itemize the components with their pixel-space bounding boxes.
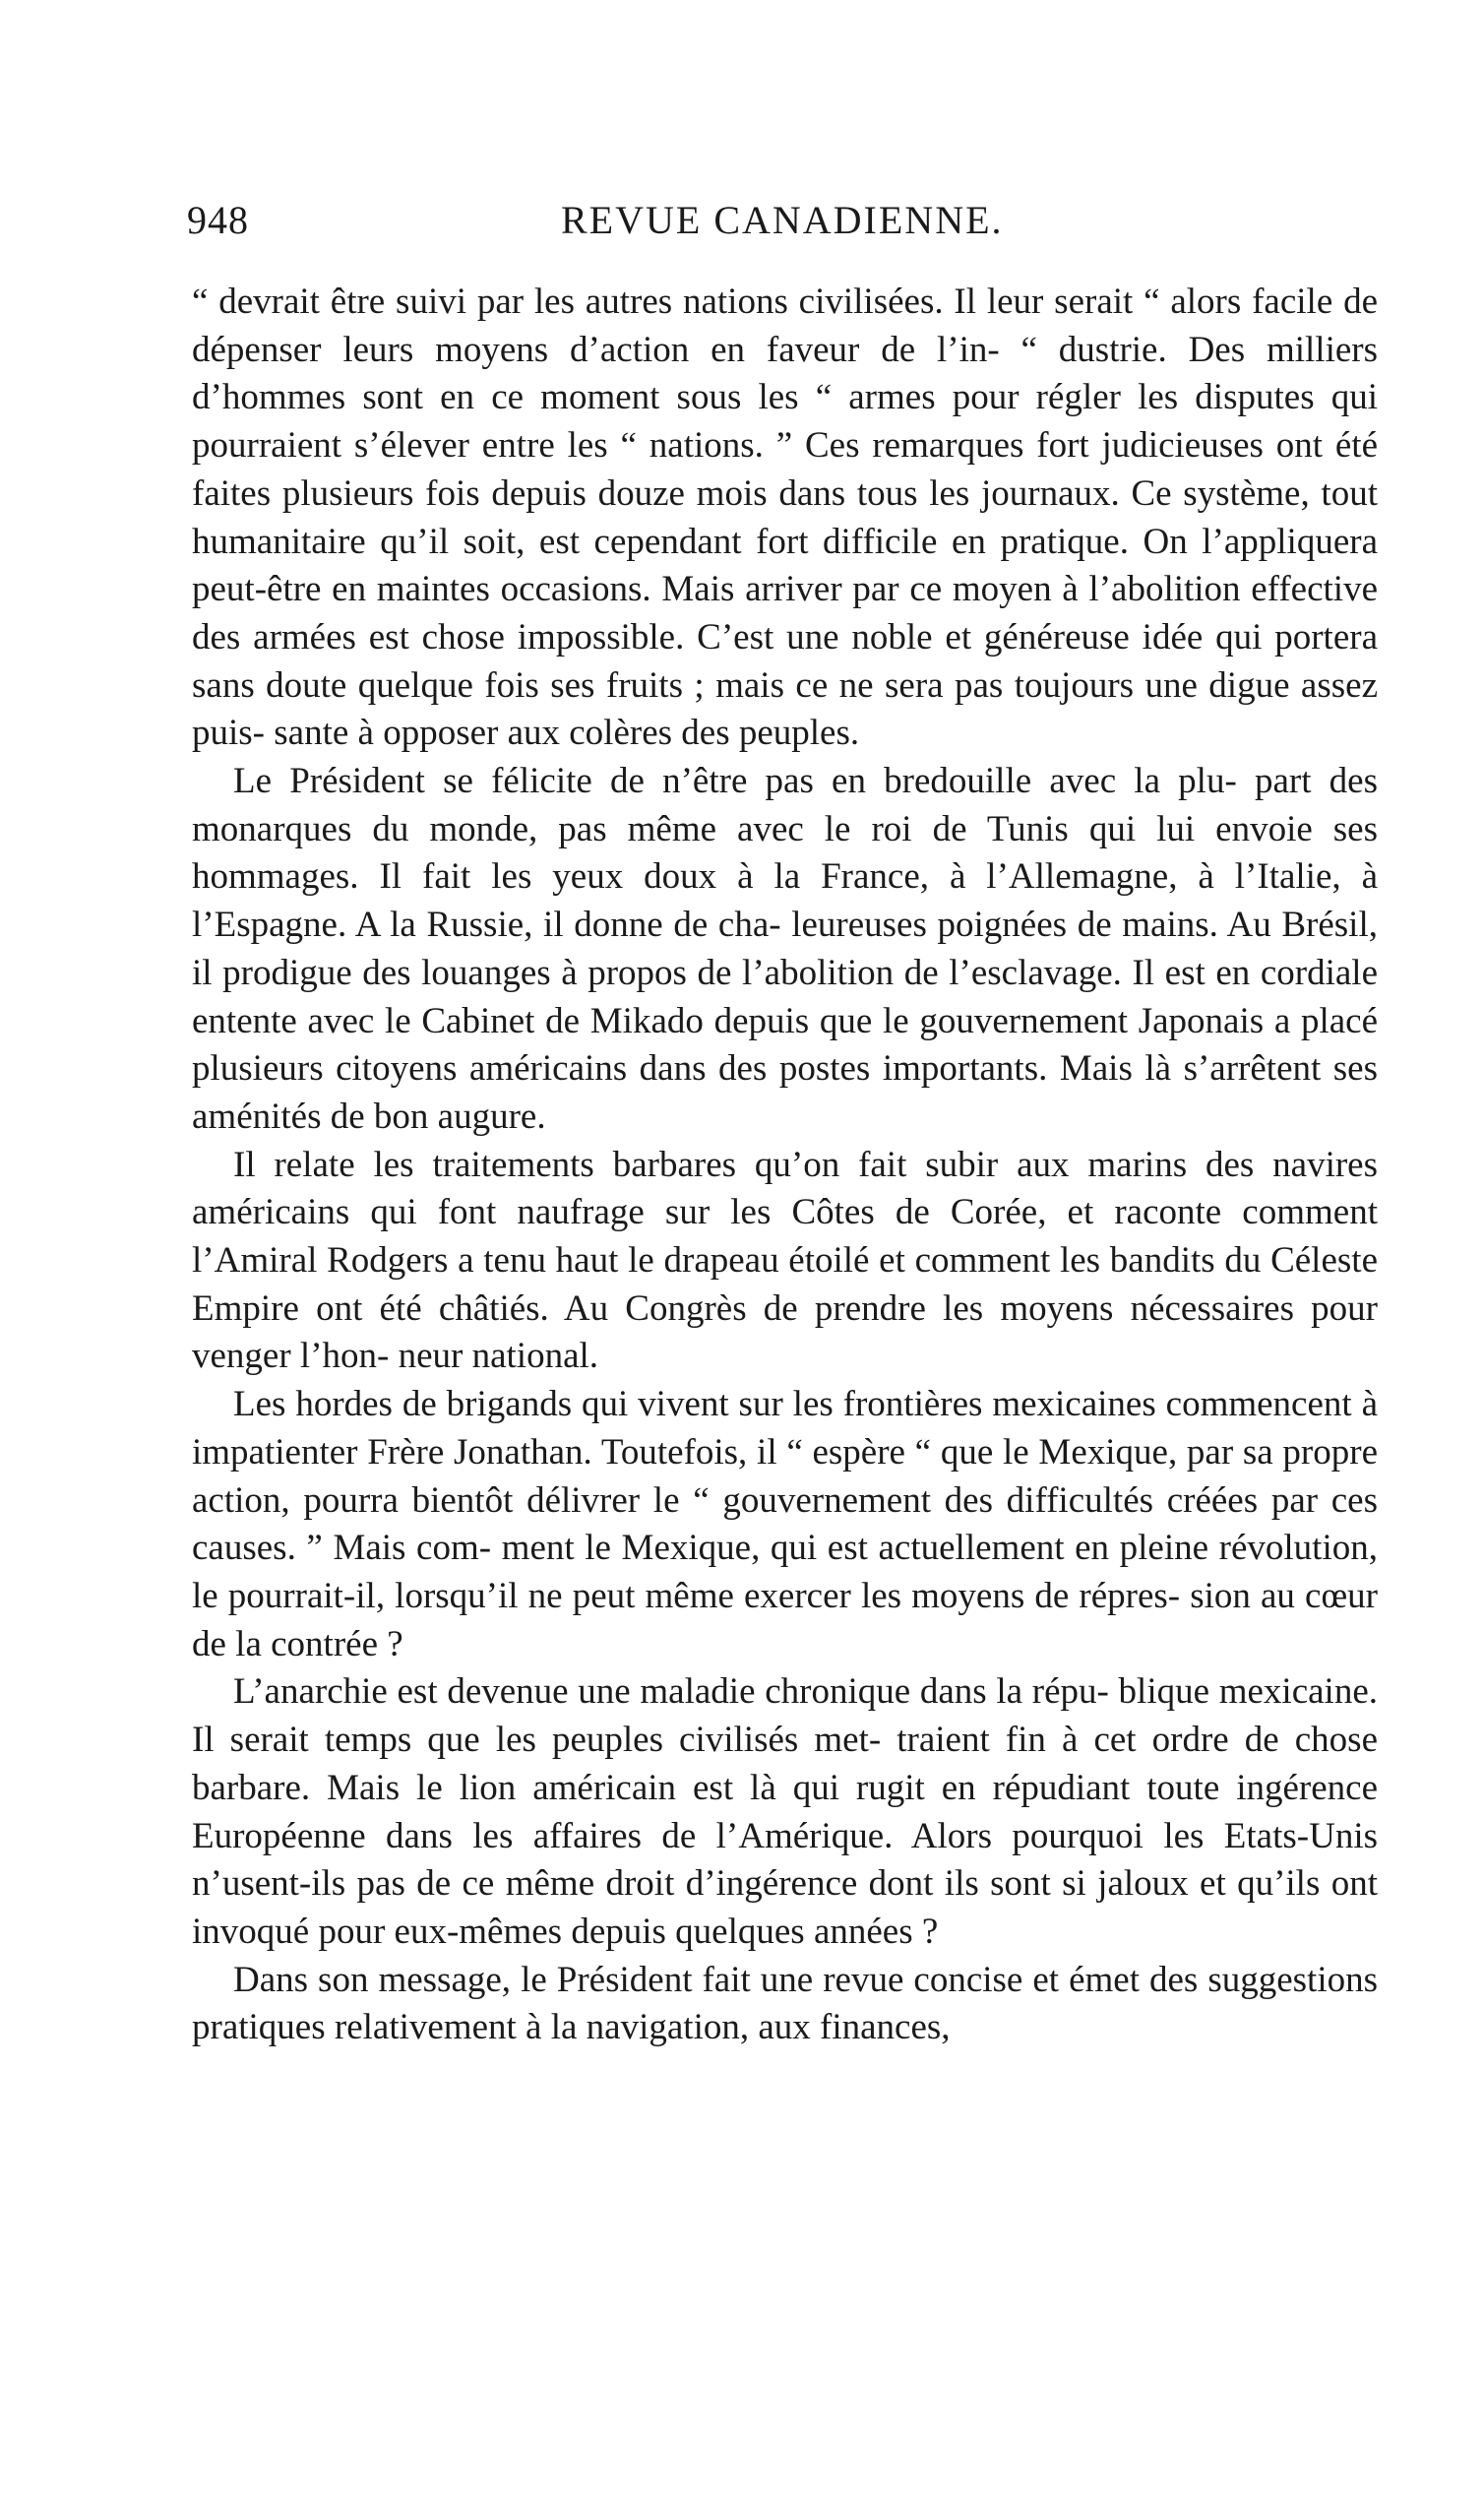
running-title: REVUE CANADIENNE.: [561, 198, 1004, 242]
paragraph: L’anarchie est devenue une maladie chronique dans la répu- blique mexicaine. Il serait temps que les peuples civilisés met- traient fin à cet ordre de chose barbare. Mais le lion américain est là qui rugit en répudiant toute ingérence Européenne dans les affaires de l’Amérique. Alors pourquoi les Etats-Unis n’usent-ils pas de ce même droit d’ingérence dont ils sont si jaloux et qu’ils ont invoqué pour eux-mêmes depuis quelques années ?: [192, 1671, 1378, 1952]
paragraph: Le Président se félicite de n’être pas en bredouille avec la plu- part des monarques du monde, pas même avec le roi de Tunis qui lui envoie ses hommages. Il fait les yeux doux à la France, à l’Allemagne, à l’Italie, à l’Espagne. A la Russie, il donne de cha- leureuses poignées de mains. Au Brésil, il prodigue des louanges à propos de l’abolition de l’esclavage. Il est en cordiale entente avec le Cabinet de Mikado depuis que le gouvernement Japonais a placé plusieurs citoyens américains dans des postes importants. Mais là s’arrêtent ses aménités de bon augure.: [192, 761, 1378, 1137]
body-text: [192, 279, 1378, 2052]
paragraph: Les hordes de brigands qui vivent sur les frontières mexicaines commencent à impatienter Frère Jonathan. Toutefois, il “ espère “ que le Mexique, par sa propre action, pourra bientôt délivrer le “ gouvernement des difficultés créées par ces causes. ” Mais com- ment le Mexique, qui est actuellement en pleine révolution, le pourrait-il, lorsqu’il ne peut même exercer les moyens de répres- sion au cœur de la contrée ?: [192, 1384, 1378, 1664]
page-header: [187, 197, 1378, 256]
paragraph: Dans son message, le Président fait une revue concise et émet des suggestions pratiques relativement à la navigation, aux finances,: [192, 1959, 1378, 2048]
paragraph: Il relate les traitements barbares qu’on fait subir aux marins des navires américains qui font naufrage sur les Côtes de Corée, et raconte comment l’Amiral Rodgers a tenu haut le drapeau étoilé et comment les bandits du Céleste Empire ont été châtiés. Au Congrès de prendre les moyens nécessaires pour venger l’hon- neur national.: [192, 1144, 1378, 1377]
paragraph-continued: “ devrait être suivi par les autres nations civilisées. Il leur serait “ alors facile de dépenser leurs moyens d’action en faveur de l’in- “ dustrie. Des milliers d’hommes sont en ce moment sous les “ armes pour régler les disputes qui pourraient s’élever entre les “ nations. ” Ces remarques fort judicieuses ont été faites plusieurs fois depuis douze mois dans tous les journaux. Ce système, tout humanitaire qu’il soit, est cependant fort difficile en pratique. On l’appliquera peut-être en maintes occasions. Mais arriver par ce moyen à l’abolition effective des armées est chose impossible. C’est une noble et généreuse idée qui portera sans doute quelque fois ses fruits ; mais ce ne sera pas toujours une digue assez puis- sante à opposer aux colères des peuples.: [192, 282, 1378, 754]
page-number: 948: [187, 198, 249, 242]
